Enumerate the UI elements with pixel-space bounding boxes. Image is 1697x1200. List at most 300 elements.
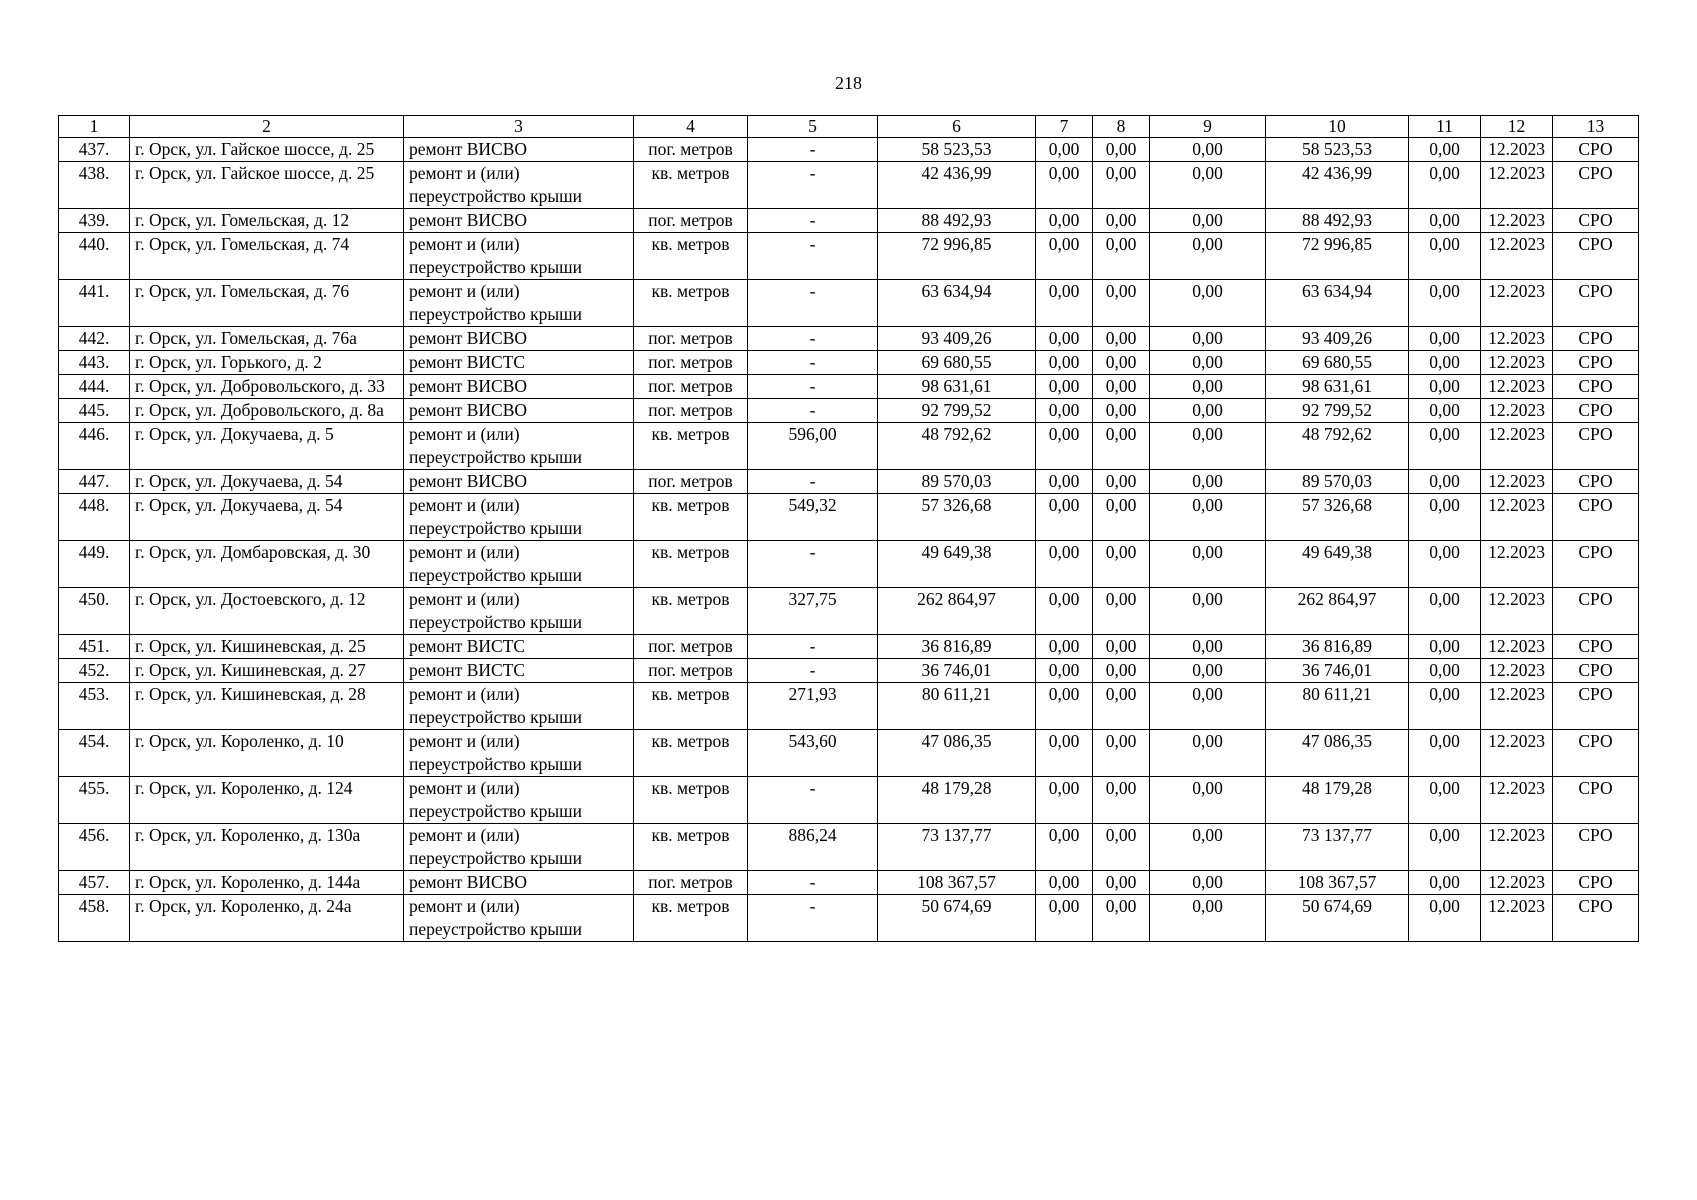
deadline-cell: 12.2023 [1481, 494, 1553, 541]
cost-col7-cell: 0,00 [1036, 635, 1093, 659]
total-cost-cell: 48 179,28 [878, 777, 1036, 824]
quantity-cell: - [748, 541, 878, 588]
cost-col9-cell: 0,00 [1150, 730, 1266, 777]
cost-col9-cell: 0,00 [1150, 138, 1266, 162]
method-cell: СРО [1553, 895, 1639, 942]
cost-col8-cell: 0,00 [1093, 730, 1150, 777]
table-row [59, 138, 1639, 162]
total-cost-cell: 88 492,93 [878, 209, 1036, 233]
cost-col11-cell: 0,00 [1409, 470, 1481, 494]
quantity-cell: 596,00 [748, 423, 878, 470]
cost-col8-cell: 0,00 [1093, 494, 1150, 541]
method-cell: СРО [1553, 777, 1639, 824]
cost-col10-cell: 73 137,77 [1266, 824, 1409, 871]
work-type-cell: ремонт ВИСТС [404, 351, 634, 375]
column-header: 2 [130, 116, 404, 138]
row-number: 449. [59, 541, 130, 588]
deadline-cell: 12.2023 [1481, 138, 1553, 162]
total-cost-cell: 92 799,52 [878, 399, 1036, 423]
quantity-cell: - [748, 280, 878, 327]
column-header: 1 [59, 116, 130, 138]
column-header: 13 [1553, 116, 1639, 138]
unit-cell: пог. метров [634, 138, 748, 162]
cost-col10-cell: 93 409,26 [1266, 327, 1409, 351]
address-cell: г. Орск, ул. Кишиневская, д. 28 [130, 683, 404, 730]
total-cost-cell: 50 674,69 [878, 895, 1036, 942]
cost-col7-cell: 0,00 [1036, 233, 1093, 280]
total-cost-cell: 73 137,77 [878, 824, 1036, 871]
cost-col9-cell: 0,00 [1150, 824, 1266, 871]
table-row [59, 683, 1639, 730]
total-cost-cell: 58 523,53 [878, 138, 1036, 162]
row-number: 448. [59, 494, 130, 541]
unit-cell: пог. метров [634, 351, 748, 375]
cost-col10-cell: 262 864,97 [1266, 588, 1409, 635]
cost-col10-cell: 58 523,53 [1266, 138, 1409, 162]
unit-cell: пог. метров [634, 375, 748, 399]
unit-cell: кв. метров [634, 494, 748, 541]
table-row [59, 659, 1639, 683]
cost-col9-cell: 0,00 [1150, 399, 1266, 423]
cost-col11-cell: 0,00 [1409, 327, 1481, 351]
cost-col7-cell: 0,00 [1036, 730, 1093, 777]
work-type-cell: ремонт и (или) переустройство крыши [404, 423, 634, 470]
cost-col11-cell: 0,00 [1409, 730, 1481, 777]
deadline-cell: 12.2023 [1481, 233, 1553, 280]
column-header: 5 [748, 116, 878, 138]
quantity-cell: - [748, 162, 878, 209]
address-cell: г. Орск, ул. Докучаева, д. 54 [130, 470, 404, 494]
cost-col7-cell: 0,00 [1036, 895, 1093, 942]
row-number: 442. [59, 327, 130, 351]
cost-col8-cell: 0,00 [1093, 423, 1150, 470]
work-type-cell: ремонт ВИСВО [404, 138, 634, 162]
table-row [59, 824, 1639, 871]
quantity-cell: 549,32 [748, 494, 878, 541]
cost-col7-cell: 0,00 [1036, 375, 1093, 399]
column-header: 7 [1036, 116, 1093, 138]
method-cell: СРО [1553, 871, 1639, 895]
deadline-cell: 12.2023 [1481, 399, 1553, 423]
cost-col11-cell: 0,00 [1409, 138, 1481, 162]
cost-col9-cell: 0,00 [1150, 280, 1266, 327]
cost-col8-cell: 0,00 [1093, 777, 1150, 824]
cost-col8-cell: 0,00 [1093, 824, 1150, 871]
method-cell: СРО [1553, 824, 1639, 871]
work-type-cell: ремонт ВИСТС [404, 659, 634, 683]
cost-col11-cell: 0,00 [1409, 824, 1481, 871]
cost-col11-cell: 0,00 [1409, 162, 1481, 209]
work-type-cell: ремонт и (или) переустройство крыши [404, 280, 634, 327]
cost-col11-cell: 0,00 [1409, 233, 1481, 280]
cost-col9-cell: 0,00 [1150, 375, 1266, 399]
cost-col10-cell: 36 746,01 [1266, 659, 1409, 683]
total-cost-cell: 57 326,68 [878, 494, 1036, 541]
method-cell: СРО [1553, 494, 1639, 541]
register-table [58, 115, 1639, 942]
address-cell: г. Орск, ул. Короленко, д. 24а [130, 895, 404, 942]
table-row [59, 209, 1639, 233]
row-number: 450. [59, 588, 130, 635]
address-cell: г. Орск, ул. Добровольского, д. 33 [130, 375, 404, 399]
unit-cell: кв. метров [634, 423, 748, 470]
method-cell: СРО [1553, 635, 1639, 659]
cost-col8-cell: 0,00 [1093, 635, 1150, 659]
quantity-cell: - [748, 351, 878, 375]
row-number: 454. [59, 730, 130, 777]
unit-cell: кв. метров [634, 683, 748, 730]
cost-col9-cell: 0,00 [1150, 351, 1266, 375]
cost-col7-cell: 0,00 [1036, 423, 1093, 470]
cost-col11-cell: 0,00 [1409, 423, 1481, 470]
address-cell: г. Орск, ул. Докучаева, д. 54 [130, 494, 404, 541]
unit-cell: кв. метров [634, 541, 748, 588]
deadline-cell: 12.2023 [1481, 871, 1553, 895]
column-header: 3 [404, 116, 634, 138]
address-cell: г. Орск, ул. Гомельская, д. 76 [130, 280, 404, 327]
deadline-cell: 12.2023 [1481, 162, 1553, 209]
quantity-cell: 327,75 [748, 588, 878, 635]
cost-col11-cell: 0,00 [1409, 777, 1481, 824]
address-cell: г. Орск, ул. Гомельская, д. 74 [130, 233, 404, 280]
total-cost-cell: 36 816,89 [878, 635, 1036, 659]
table-row [59, 895, 1639, 942]
column-header: 6 [878, 116, 1036, 138]
cost-col8-cell: 0,00 [1093, 162, 1150, 209]
quantity-cell: - [748, 375, 878, 399]
cost-col10-cell: 80 611,21 [1266, 683, 1409, 730]
total-cost-cell: 98 631,61 [878, 375, 1036, 399]
cost-col11-cell: 0,00 [1409, 351, 1481, 375]
unit-cell: кв. метров [634, 777, 748, 824]
work-type-cell: ремонт и (или) переустройство крыши [404, 541, 634, 588]
address-cell: г. Орск, ул. Домбаровская, д. 30 [130, 541, 404, 588]
deadline-cell: 12.2023 [1481, 209, 1553, 233]
cost-col7-cell: 0,00 [1036, 138, 1093, 162]
cost-col10-cell: 57 326,68 [1266, 494, 1409, 541]
cost-col8-cell: 0,00 [1093, 233, 1150, 280]
total-cost-cell: 69 680,55 [878, 351, 1036, 375]
unit-cell: кв. метров [634, 280, 748, 327]
cost-col11-cell: 0,00 [1409, 209, 1481, 233]
deadline-cell: 12.2023 [1481, 327, 1553, 351]
work-type-cell: ремонт и (или) переустройство крыши [404, 162, 634, 209]
cost-col10-cell: 88 492,93 [1266, 209, 1409, 233]
table-row [59, 730, 1639, 777]
cost-col7-cell: 0,00 [1036, 871, 1093, 895]
cost-col8-cell: 0,00 [1093, 280, 1150, 327]
quantity-cell: - [748, 871, 878, 895]
deadline-cell: 12.2023 [1481, 541, 1553, 588]
row-number: 444. [59, 375, 130, 399]
method-cell: СРО [1553, 588, 1639, 635]
column-header: 10 [1266, 116, 1409, 138]
header-row [59, 116, 1639, 138]
total-cost-cell: 80 611,21 [878, 683, 1036, 730]
row-number: 446. [59, 423, 130, 470]
deadline-cell: 12.2023 [1481, 683, 1553, 730]
cost-col7-cell: 0,00 [1036, 327, 1093, 351]
cost-col8-cell: 0,00 [1093, 895, 1150, 942]
cost-col8-cell: 0,00 [1093, 351, 1150, 375]
unit-cell: кв. метров [634, 895, 748, 942]
deadline-cell: 12.2023 [1481, 635, 1553, 659]
column-header: 9 [1150, 116, 1266, 138]
work-type-cell: ремонт ВИСВО [404, 327, 634, 351]
row-number: 441. [59, 280, 130, 327]
cost-col7-cell: 0,00 [1036, 588, 1093, 635]
work-type-cell: ремонт и (или) переустройство крыши [404, 730, 634, 777]
cost-col11-cell: 0,00 [1409, 683, 1481, 730]
cost-col11-cell: 0,00 [1409, 659, 1481, 683]
cost-col11-cell: 0,00 [1409, 280, 1481, 327]
unit-cell: кв. метров [634, 824, 748, 871]
table-row [59, 351, 1639, 375]
total-cost-cell: 48 792,62 [878, 423, 1036, 470]
cost-col7-cell: 0,00 [1036, 777, 1093, 824]
cost-col8-cell: 0,00 [1093, 659, 1150, 683]
work-type-cell: ремонт и (или) переустройство крыши [404, 895, 634, 942]
cost-col7-cell: 0,00 [1036, 824, 1093, 871]
deadline-cell: 12.2023 [1481, 351, 1553, 375]
address-cell: г. Орск, ул. Короленко, д. 144а [130, 871, 404, 895]
cost-col10-cell: 72 996,85 [1266, 233, 1409, 280]
work-type-cell: ремонт и (или) переустройство крыши [404, 824, 634, 871]
cost-col10-cell: 50 674,69 [1266, 895, 1409, 942]
row-number: 457. [59, 871, 130, 895]
address-cell: г. Орск, ул. Короленко, д. 124 [130, 777, 404, 824]
unit-cell: пог. метров [634, 659, 748, 683]
cost-col10-cell: 49 649,38 [1266, 541, 1409, 588]
deadline-cell: 12.2023 [1481, 470, 1553, 494]
work-type-cell: ремонт ВИСВО [404, 871, 634, 895]
quantity-cell: - [748, 233, 878, 280]
cost-col8-cell: 0,00 [1093, 871, 1150, 895]
cost-col8-cell: 0,00 [1093, 138, 1150, 162]
cost-col8-cell: 0,00 [1093, 399, 1150, 423]
cost-col7-cell: 0,00 [1036, 399, 1093, 423]
cost-col9-cell: 0,00 [1150, 541, 1266, 588]
method-cell: СРО [1553, 399, 1639, 423]
method-cell: СРО [1553, 423, 1639, 470]
address-cell: г. Орск, ул. Гомельская, д. 76а [130, 327, 404, 351]
method-cell: СРО [1553, 138, 1639, 162]
work-type-cell: ремонт ВИСВО [404, 470, 634, 494]
total-cost-cell: 93 409,26 [878, 327, 1036, 351]
column-header: 8 [1093, 116, 1150, 138]
column-header: 12 [1481, 116, 1553, 138]
cost-col8-cell: 0,00 [1093, 209, 1150, 233]
table-row [59, 375, 1639, 399]
row-number: 437. [59, 138, 130, 162]
table-row [59, 399, 1639, 423]
quantity-cell: 271,93 [748, 683, 878, 730]
address-cell: г. Орск, ул. Докучаева, д. 5 [130, 423, 404, 470]
cost-col11-cell: 0,00 [1409, 895, 1481, 942]
deadline-cell: 12.2023 [1481, 659, 1553, 683]
row-number: 452. [59, 659, 130, 683]
table-row [59, 588, 1639, 635]
deadline-cell: 12.2023 [1481, 824, 1553, 871]
cost-col7-cell: 0,00 [1036, 683, 1093, 730]
cost-col8-cell: 0,00 [1093, 541, 1150, 588]
cost-col8-cell: 0,00 [1093, 588, 1150, 635]
cost-col9-cell: 0,00 [1150, 659, 1266, 683]
row-number: 455. [59, 777, 130, 824]
deadline-cell: 12.2023 [1481, 588, 1553, 635]
cost-col10-cell: 69 680,55 [1266, 351, 1409, 375]
work-type-cell: ремонт ВИСВО [404, 399, 634, 423]
total-cost-cell: 36 746,01 [878, 659, 1036, 683]
work-type-cell: ремонт ВИСВО [404, 375, 634, 399]
column-header: 4 [634, 116, 748, 138]
work-type-cell: ремонт и (или) переустройство крыши [404, 494, 634, 541]
cost-col10-cell: 92 799,52 [1266, 399, 1409, 423]
quantity-cell: - [748, 138, 878, 162]
row-number: 451. [59, 635, 130, 659]
row-number: 447. [59, 470, 130, 494]
quantity-cell: - [748, 327, 878, 351]
column-header: 11 [1409, 116, 1481, 138]
address-cell: г. Орск, ул. Короленко, д. 130а [130, 824, 404, 871]
cost-col10-cell: 63 634,94 [1266, 280, 1409, 327]
work-type-cell: ремонт ВИСВО [404, 209, 634, 233]
work-type-cell: ремонт и (или) переустройство крыши [404, 777, 634, 824]
deadline-cell: 12.2023 [1481, 777, 1553, 824]
cost-col9-cell: 0,00 [1150, 777, 1266, 824]
deadline-cell: 12.2023 [1481, 280, 1553, 327]
method-cell: СРО [1553, 659, 1639, 683]
cost-col9-cell: 0,00 [1150, 233, 1266, 280]
cost-col10-cell: 36 816,89 [1266, 635, 1409, 659]
method-cell: СРО [1553, 683, 1639, 730]
table-row [59, 280, 1639, 327]
quantity-cell: - [748, 895, 878, 942]
work-type-cell: ремонт и (или) переустройство крыши [404, 683, 634, 730]
cost-col8-cell: 0,00 [1093, 470, 1150, 494]
method-cell: СРО [1553, 351, 1639, 375]
table-row [59, 871, 1639, 895]
address-cell: г. Орск, ул. Гомельская, д. 12 [130, 209, 404, 233]
method-cell: СРО [1553, 327, 1639, 351]
address-cell: г. Орск, ул. Короленко, д. 10 [130, 730, 404, 777]
work-type-cell: ремонт ВИСТС [404, 635, 634, 659]
cost-col9-cell: 0,00 [1150, 470, 1266, 494]
total-cost-cell: 42 436,99 [878, 162, 1036, 209]
total-cost-cell: 72 996,85 [878, 233, 1036, 280]
cost-col11-cell: 0,00 [1409, 399, 1481, 423]
unit-cell: пог. метров [634, 399, 748, 423]
row-number: 440. [59, 233, 130, 280]
address-cell: г. Орск, ул. Гайское шоссе, д. 25 [130, 138, 404, 162]
unit-cell: кв. метров [634, 588, 748, 635]
cost-col8-cell: 0,00 [1093, 683, 1150, 730]
row-number: 439. [59, 209, 130, 233]
cost-col11-cell: 0,00 [1409, 494, 1481, 541]
deadline-cell: 12.2023 [1481, 375, 1553, 399]
address-cell: г. Орск, ул. Достоевского, д. 12 [130, 588, 404, 635]
cost-col9-cell: 0,00 [1150, 588, 1266, 635]
cost-col11-cell: 0,00 [1409, 588, 1481, 635]
cost-col9-cell: 0,00 [1150, 162, 1266, 209]
unit-cell: пог. метров [634, 871, 748, 895]
quantity-cell: - [748, 777, 878, 824]
method-cell: СРО [1553, 280, 1639, 327]
cost-col7-cell: 0,00 [1036, 209, 1093, 233]
quantity-cell: 886,24 [748, 824, 878, 871]
cost-col9-cell: 0,00 [1150, 871, 1266, 895]
unit-cell: кв. метров [634, 162, 748, 209]
cost-col11-cell: 0,00 [1409, 541, 1481, 588]
quantity-cell: - [748, 635, 878, 659]
method-cell: СРО [1553, 209, 1639, 233]
cost-col7-cell: 0,00 [1036, 494, 1093, 541]
cost-col7-cell: 0,00 [1036, 351, 1093, 375]
page-number: 218 [835, 73, 862, 93]
quantity-cell: - [748, 399, 878, 423]
cost-col11-cell: 0,00 [1409, 375, 1481, 399]
cost-col10-cell: 47 086,35 [1266, 730, 1409, 777]
table-row [59, 777, 1639, 824]
method-cell: СРО [1553, 162, 1639, 209]
unit-cell: пог. метров [634, 327, 748, 351]
address-cell: г. Орск, ул. Горького, д. 2 [130, 351, 404, 375]
cost-col10-cell: 108 367,57 [1266, 871, 1409, 895]
cost-col9-cell: 0,00 [1150, 423, 1266, 470]
unit-cell: пог. метров [634, 209, 748, 233]
total-cost-cell: 262 864,97 [878, 588, 1036, 635]
table-row [59, 162, 1639, 209]
total-cost-cell: 47 086,35 [878, 730, 1036, 777]
table-row [59, 470, 1639, 494]
row-number: 445. [59, 399, 130, 423]
quantity-cell: - [748, 659, 878, 683]
work-type-cell: ремонт и (или) переустройство крыши [404, 588, 634, 635]
table-row [59, 635, 1639, 659]
method-cell: СРО [1553, 233, 1639, 280]
method-cell: СРО [1553, 375, 1639, 399]
table-row [59, 233, 1639, 280]
unit-cell: кв. метров [634, 233, 748, 280]
cost-col10-cell: 42 436,99 [1266, 162, 1409, 209]
method-cell: СРО [1553, 470, 1639, 494]
table-row [59, 494, 1639, 541]
row-number: 443. [59, 351, 130, 375]
unit-cell: пог. метров [634, 635, 748, 659]
quantity-cell: - [748, 470, 878, 494]
cost-col7-cell: 0,00 [1036, 470, 1093, 494]
cost-col11-cell: 0,00 [1409, 871, 1481, 895]
quantity-cell: - [748, 209, 878, 233]
deadline-cell: 12.2023 [1481, 730, 1553, 777]
unit-cell: кв. метров [634, 730, 748, 777]
quantity-cell: 543,60 [748, 730, 878, 777]
table-row [59, 327, 1639, 351]
cost-col9-cell: 0,00 [1150, 494, 1266, 541]
cost-col9-cell: 0,00 [1150, 895, 1266, 942]
row-number: 458. [59, 895, 130, 942]
cost-col8-cell: 0,00 [1093, 375, 1150, 399]
row-number: 453. [59, 683, 130, 730]
total-cost-cell: 108 367,57 [878, 871, 1036, 895]
table-row [59, 541, 1639, 588]
work-type-cell: ремонт и (или) переустройство крыши [404, 233, 634, 280]
cost-col10-cell: 89 570,03 [1266, 470, 1409, 494]
row-number: 456. [59, 824, 130, 871]
cost-col7-cell: 0,00 [1036, 541, 1093, 588]
cost-col9-cell: 0,00 [1150, 327, 1266, 351]
cost-col9-cell: 0,00 [1150, 209, 1266, 233]
